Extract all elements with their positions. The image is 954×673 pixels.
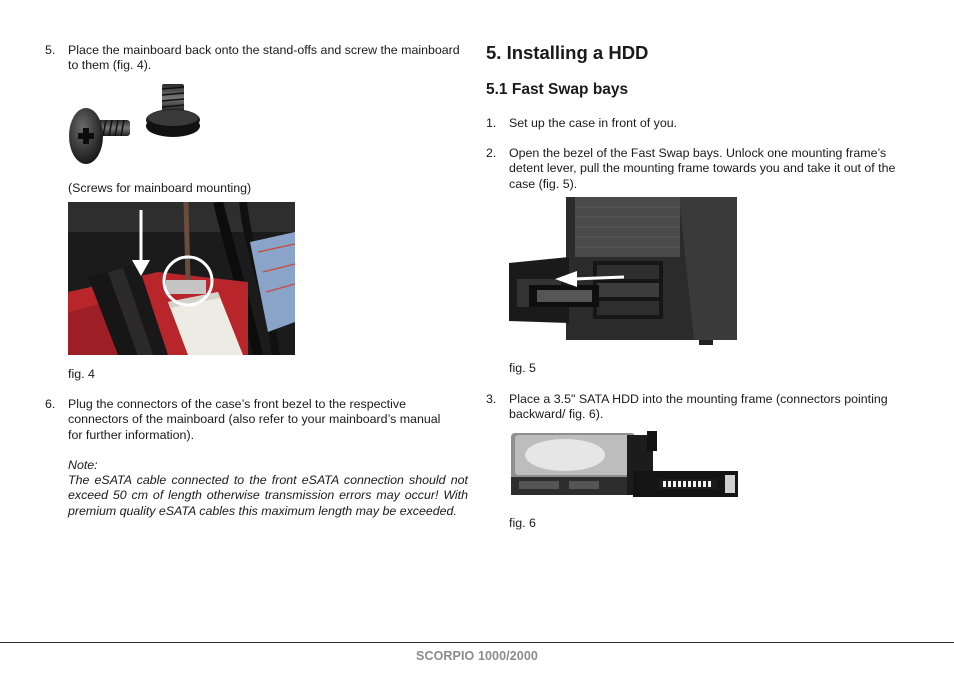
fig-6-image: [509, 431, 738, 500]
subsection-heading: 5.1 Fast Swap bays: [486, 81, 629, 98]
step-1-number: 1.: [486, 116, 497, 130]
fig-5-caption: fig. 5: [509, 361, 536, 375]
footer-title: SCORPIO 1000/2000: [416, 649, 538, 663]
step-6-number: 6.: [45, 397, 56, 411]
fig-4-caption: fig. 4: [68, 367, 95, 381]
step-5-number: 5.: [45, 43, 56, 57]
note-text: The eSATA cable connected to the front eSATA connection should not exceed 50 cm of length otherwise transmission errors may occur! With premium quality eSATA cables this maximum length may be exceeded.: [68, 473, 468, 518]
screws-image: [66, 80, 210, 170]
step-3-number: 3.: [486, 392, 497, 406]
note-label: Note:: [68, 458, 98, 472]
step-6-text: Plug the connectors of the case’s front bezel to the respective connectors of the mainboard (also refer to your mainboard’s manual for further information).: [68, 397, 441, 442]
step-2-text: Open the bezel of the Fast Swap bays. Unlock one mounting frame’s detent lever, pull the mounting frame towards you and take it out of the case (fig. 5).: [509, 146, 896, 191]
fig-6-caption: fig. 6: [509, 516, 536, 530]
section-heading: 5. Installing a HDD: [486, 42, 649, 63]
step-3-text: Place a 3.5" SATA HDD into the mounting frame (connectors pointing backward/ fig. 6).: [509, 392, 888, 422]
footer-divider: [0, 642, 954, 643]
step-1-text: Set up the case in front of you.: [509, 116, 678, 130]
screws-caption: (Screws for mainboard mounting): [68, 181, 252, 195]
fig-5-image: [509, 197, 737, 347]
step-2-number: 2.: [486, 146, 497, 160]
step-5-text: Place the mainboard back onto the stand-offs and screw the mainboard to them (fig. 4).: [68, 43, 460, 73]
fig-4-image: [68, 202, 295, 355]
